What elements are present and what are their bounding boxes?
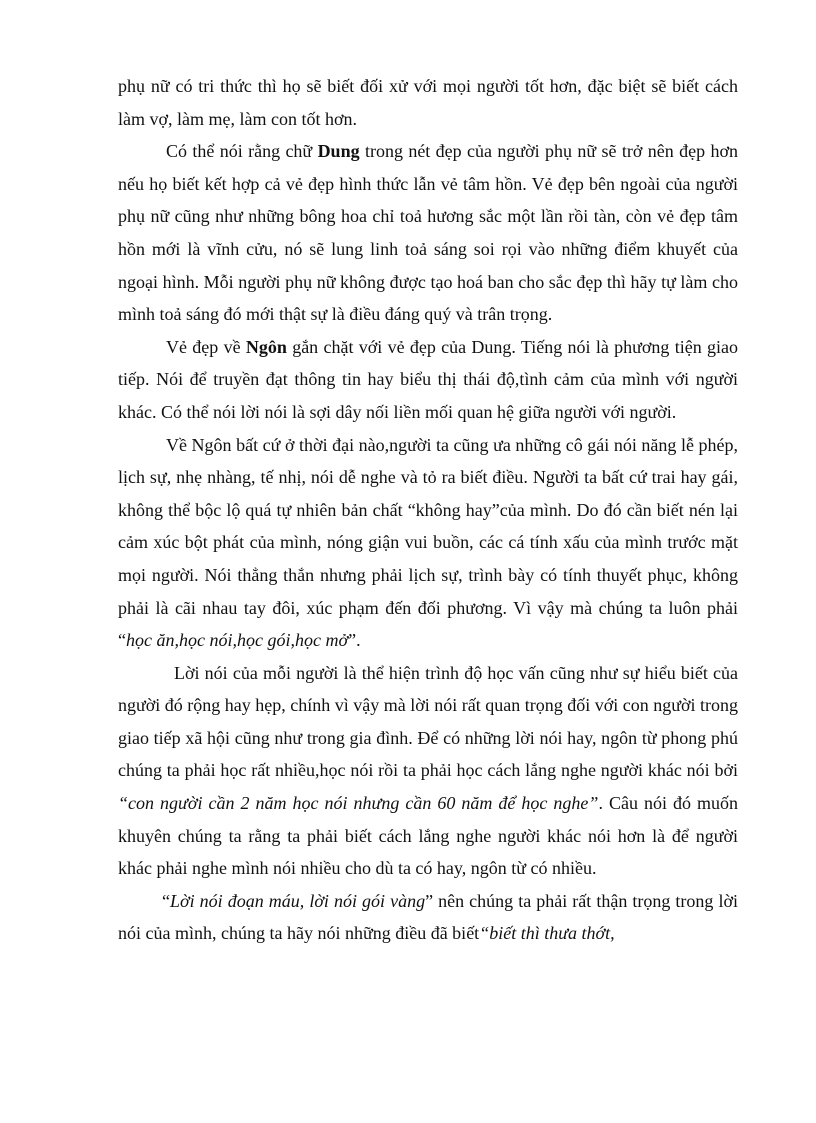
paragraph-text: ”. [348, 630, 361, 651]
paragraph-1 [118, 70, 738, 135]
quote-proverb: Lời nói đoạn máu, lời nói gói vàng [170, 890, 426, 911]
paragraph-text: ” nên chúng ta phải rất thận trọng trong lời nói của mình, chúng ta hãy nói những điều đã biết [118, 890, 739, 944]
paragraph-6 [118, 885, 738, 950]
document-body [118, 70, 738, 950]
paragraph-text: Vẻ đẹp về [166, 336, 246, 357]
keyword-ngon: Ngôn [245, 336, 287, 357]
paragraph-text: Về Ngôn bất cứ ở thời đại nào,người ta cũng ưa những cô gái nói năng lễ phép, lịch sự, nhẹ nhàng, tế nhị, nói dễ nghe và tỏ ra biết điều. Người ta bất cứ trai hay gái, không thể bộc lộ quá tự nhiên bản chất “không hay”của mình. Do đó cần biết nén lại cảm xúc bột phát của mình, nóng giận vui buồn, các cá tính xấu của mình trước mặt mọi người. Nói thẳng thắn nhưng phải lịch sự, trình bày có tính thuyết phục, không phải là cãi nhau tay đôi, xúc phạm đến đối phương. Vì vậy mà chúng ta luôn phải “ [118, 434, 738, 651]
paragraph-text: trong nét đẹp của người phụ nữ sẽ trở nên đẹp hơn nếu họ biết kết hợp cả vẻ đẹp hình thức lẫn vẻ tâm hồn. Vẻ đẹp bên ngoài của người phụ nữ cũng như những bông hoa chỉ toả hương sắc một lần rồi tàn, còn vẻ đẹp tâm hồn mới là vĩnh cửu, nó sẽ lung linh toả sáng soi rọi vào những điểm khuyết của ngoại hình. Mỗi người phụ nữ không được tạo hoá ban cho sắc đẹp thì hãy tự làm cho mình toả sáng đó mới thật sự là điều đáng quý và trân trọng. [118, 141, 738, 325]
keyword-dung: Dung [317, 141, 360, 162]
paragraph-text: gắn chặt với vẻ đẹp của Dung. Tiếng nói là phương tiện giao tiếp. Nói để truyền đạt thông tin hay biểu thị thái độ,tình cảm của mình với người khác. Có thể nói lời nói là sợi dây nối liền mối quan hệ giữa người với người. [118, 336, 739, 422]
paragraph-text: Lời nói của mỗi người là thể hiện trình độ học vấn cũng như sự hiểu biết của người đó rộng hay hẹp, chính vì vậy mà lời nói rất quan trọng đối với con người trong giao tiếp xã hội cũng như trong gia đình. Để có những lời nói hay, ngôn từ phong phú chúng ta phải học rất nhiều,học nói rồi ta phải học cách lắng nghe người khác nói bởi [118, 662, 738, 781]
quote-proverb: học ăn,học nói,học gói,học mở [126, 630, 349, 651]
paragraph-text: Có thể nói rằng chữ [166, 141, 318, 162]
paragraph-2 [118, 135, 738, 331]
paragraph-text: “ [162, 890, 170, 911]
quote-saying: “con người cần 2 năm học nói nhưng cần 60 năm để học nghe” [118, 793, 599, 814]
paragraph-5 [118, 657, 738, 885]
paragraph-4 [118, 429, 738, 657]
paragraph-text: phụ nữ có tri thức thì họ sẽ biết đối xử với mọi người tốt hơn, đặc biệt sẽ biết cách làm vợ, làm mẹ, làm con tốt hơn. [118, 76, 738, 129]
paragraph-text: . Câu nói đó muốn khuyên chúng ta rằng ta phải biết cách lắng nghe người khác nói hơn là để người khác phải nghe mình nói nhiều cho dù ta có hay, ngôn từ có nhiều. [118, 793, 739, 879]
paragraph-3 [118, 331, 738, 429]
quote-proverb: “biết thì thưa thớt, [479, 923, 615, 944]
